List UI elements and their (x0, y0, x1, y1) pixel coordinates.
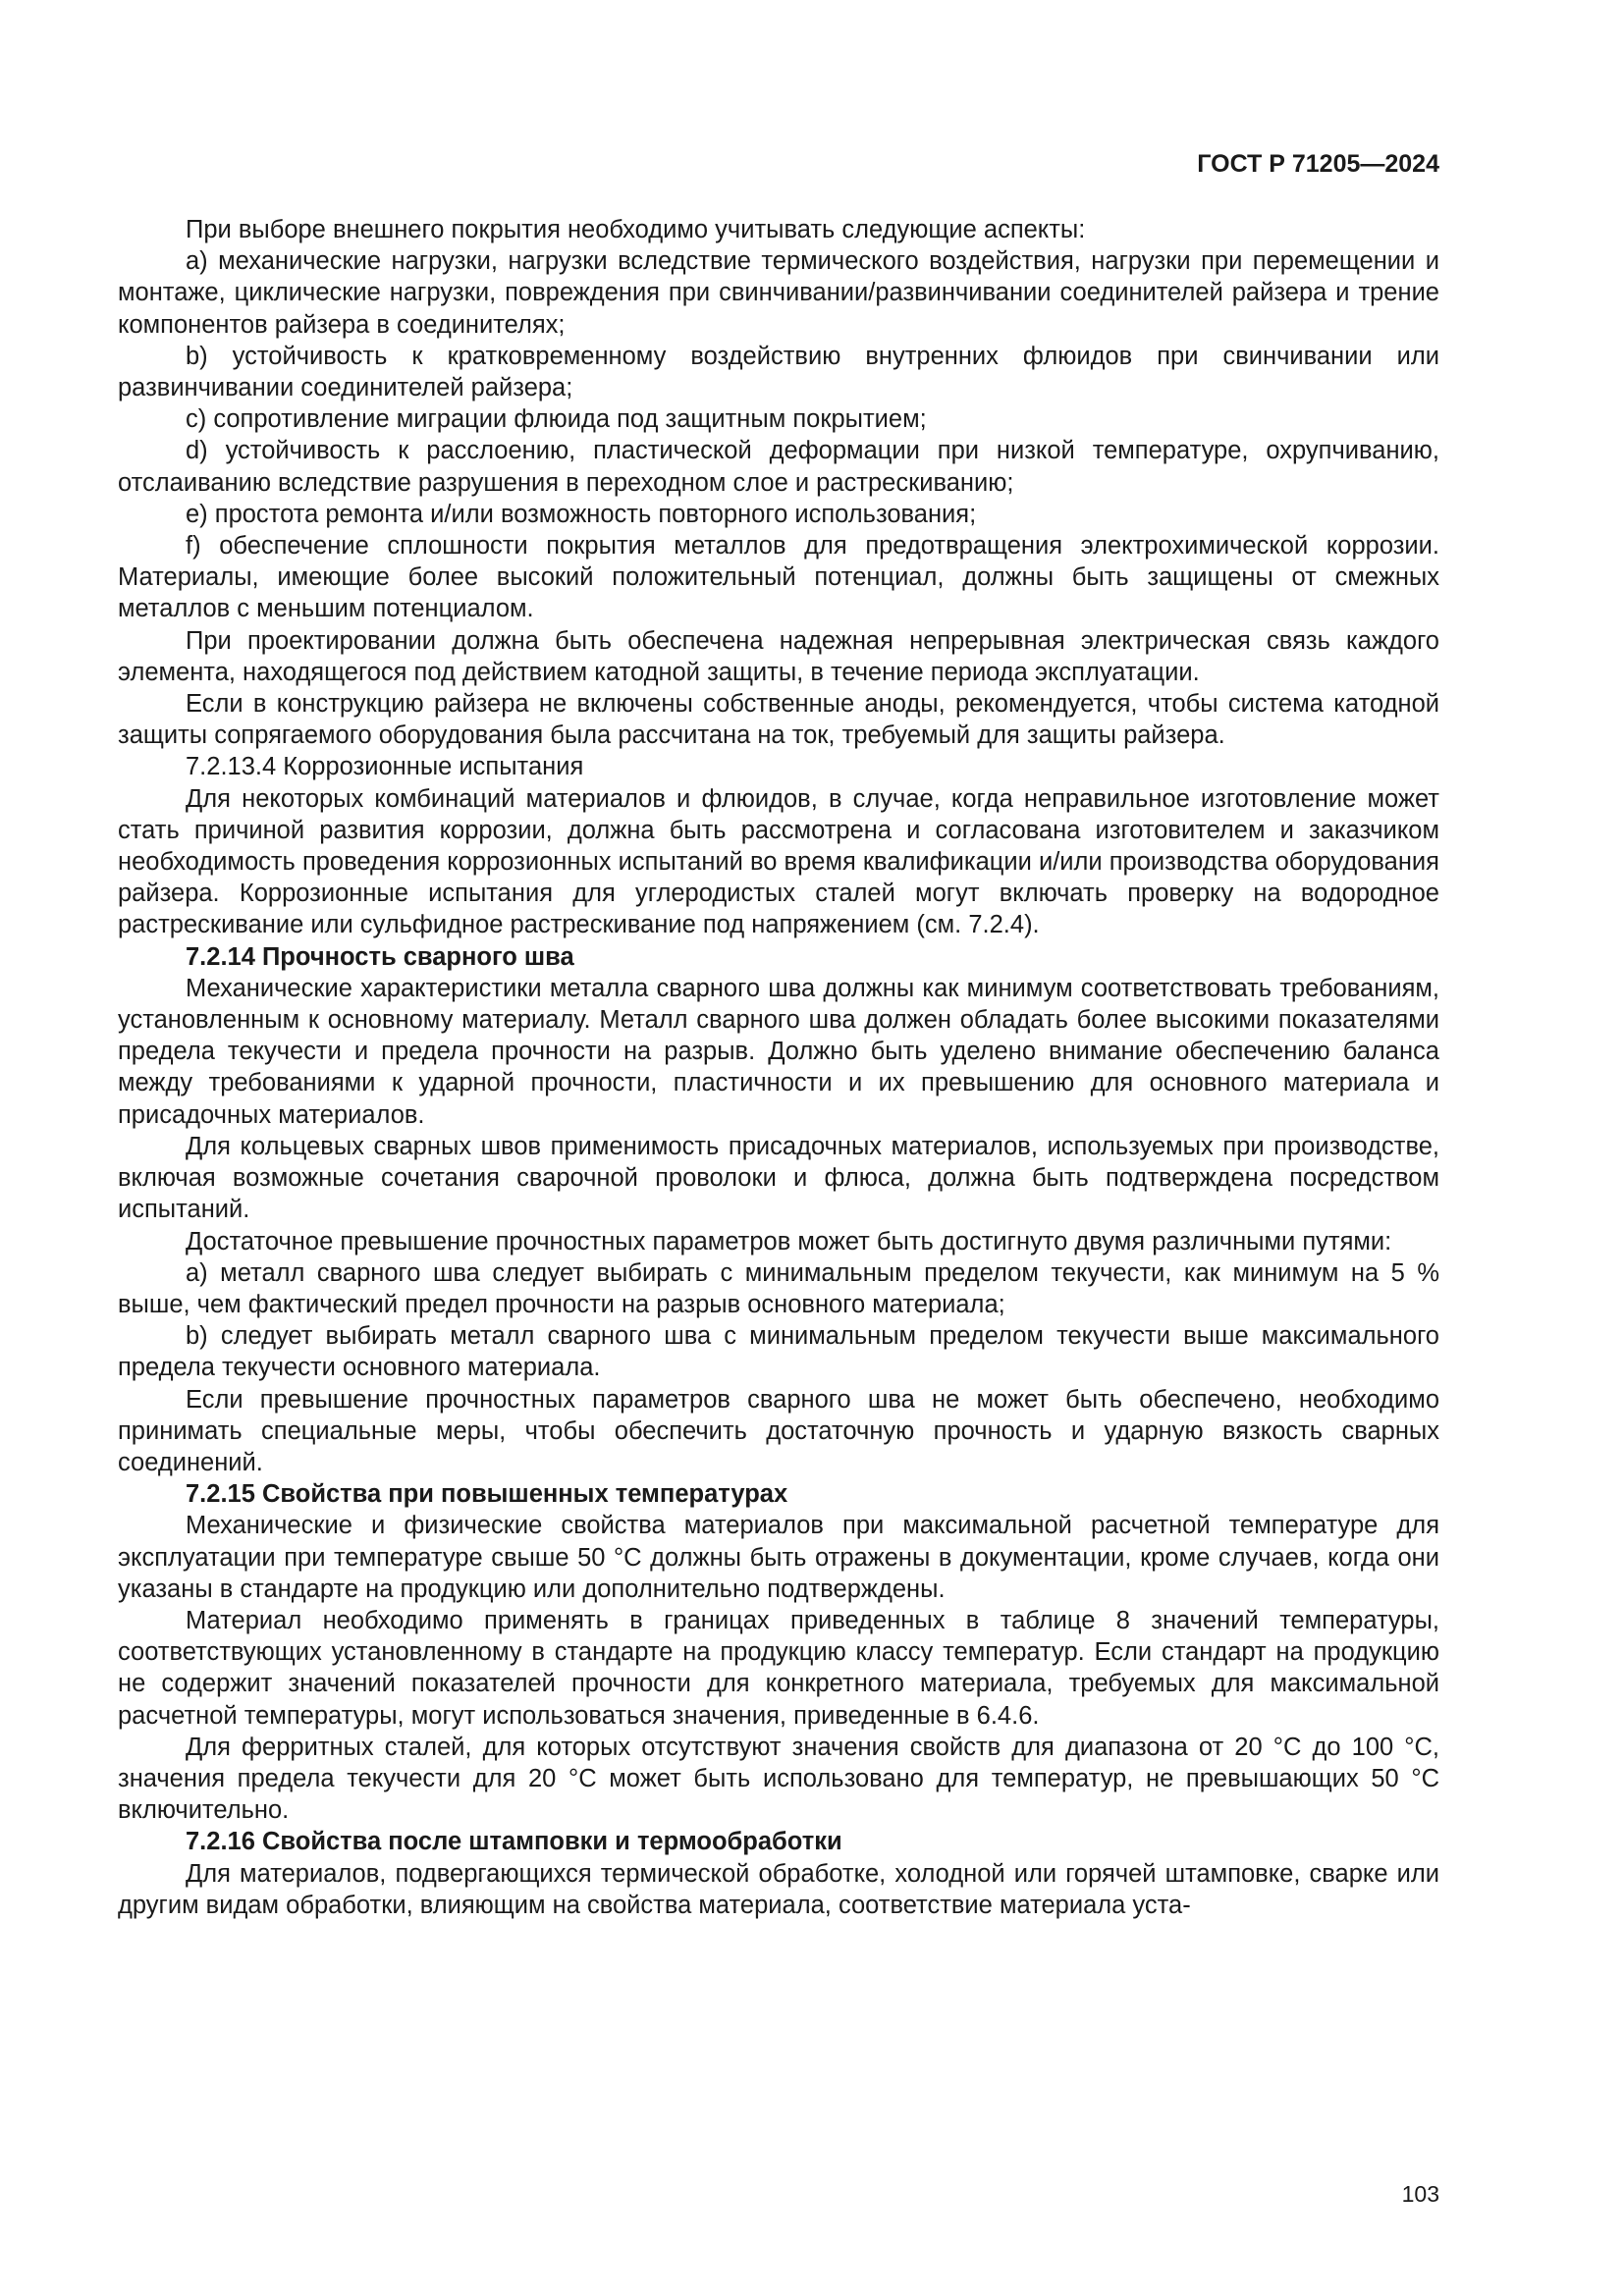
paragraph: При выборе внешнего покрытия необходимо учитывать следующие аспекты: (186, 216, 1086, 243)
paragraph: Если в конструкцию райзера не включены собственные аноды, рекомендуется, чтобы система катодной защиты сопрягаемого оборудования была рассчитана на ток, требуемый для защиты райзера. (118, 690, 1439, 750)
paragraph: f) обеспечение сплошности покрытия металлов для предотвращения электрохимической коррозии. Материалы, имеющие более высокий положительный потенциал, должны быть защищены от смежных металлов с меньшим потенциалом. (118, 532, 1439, 623)
section-heading: 7.2.16 Свойства после штамповки и термообработки (186, 1828, 842, 1856)
page-number: 103 (1401, 2181, 1439, 2207)
paragraph: b) устойчивость к кратковременному воздействию внутренних флюидов при свинчивании или развинчивании соединителей райзера; (118, 342, 1439, 402)
document-body (118, 214, 1439, 1921)
document-page (118, 147, 1439, 1921)
paragraph: b) следует выбирать металл сварного шва с минимальным пределом текучести выше максимального предела текучести основного материала. (118, 1322, 1439, 1382)
paragraph: 7.2.13.4 Коррозионные испытания (186, 753, 584, 781)
paragraph: Если превышение прочностных параметров сварного шва не может быть обеспечено, необходимо принимать специальные меры, чтобы обеспечить достаточную прочность и ударную вязкость сварных соединений. (118, 1385, 1439, 1476)
paragraph: При проектировании должна быть обеспечена надежная непрерывная электрическая связь каждого элемента, находящегося под действием катодной защиты, в течение периода эксплуатации. (118, 626, 1439, 686)
paragraph: a) металл сварного шва следует выбирать с минимальным пределом текучести, как минимум на 5 % выше, чем фактический предел прочности на разрыв основного материала; (118, 1258, 1439, 1318)
section-heading: 7.2.15 Свойства при повышенных температурах (186, 1480, 788, 1509)
paragraph: d) устойчивость к расслоению, пластической деформации при низкой температуре, охрупчиванию, отслаиванию вследствие разрушения в переходном слое и растрескиванию; (118, 437, 1439, 497)
paragraph: Достаточное превышение прочностных параметров может быть достигнуто двумя различными путями: (186, 1227, 1392, 1255)
paragraph: Для материалов, подвергающихся термической обработке, холодной или горячей штамповке, сварке или другим видам обработки, влияющим на свойства материала, соответствие материала уста- (118, 1859, 1439, 1919)
paragraph: e) простота ремонта и/или возможность повторного использования; (186, 500, 977, 528)
paragraph: c) сопротивление миграции флюида под защитным покрытием; (186, 405, 927, 434)
paragraph: Механические и физические свойства материалов при максимальной расчетной температуре для эксплуатации при температуре свыше 50 °С должны быть отражены в документации, кроме случаев, когда они указаны в стандарте на продукцию или дополнительно подтверждены. (118, 1512, 1439, 1603)
paragraph: Для некоторых комбинаций материалов и флюидов, в случае, когда неправильное изготовление может стать причиной развития коррозии, должна быть рассмотрена и согласована изготовителем и заказчиком необходимость проведения коррозионных испытаний во время квалификации и/или производства оборудования райзера. Коррозионные испытания для углеродистых сталей могут включать проверку на водородное растрескивание или сульфидное растрескивание под напряжением (см. 7.2.4). (118, 784, 1439, 939)
paragraph: a) механические нагрузки, нагрузки вследствие термического воздействия, нагрузки при перемещении и монтаже, циклические нагрузки, повреждения при свинчивании/развинчивании соединителей райзера и трение компонентов райзера в соединителях; (118, 247, 1439, 339)
section-heading: 7.2.14 Прочность сварного шва (186, 942, 574, 971)
document-id-header: ГОСТ Р 71205—2024 (1197, 150, 1439, 178)
paragraph: Для ферритных сталей, для которых отсутствуют значения свойств для диапазона от 20 °С до 100 °С, значения предела текучести для 20 °С может быть использовано для температур, не превышающих 50 °С включительно. (118, 1733, 1439, 1825)
paragraph: Материал необходимо применять в границах приведенных в таблице 8 значений температуры, соответствующих установленному в стандарте на продукцию классу температур. Если стандарт на продукцию не содержит значений показателей прочности для конкретного материала, требуемых для максимальной расчетной температуры, могут использоваться значения, приведенные в 6.4.6. (118, 1606, 1439, 1730)
paragraph: Механические характеристики металла сварного шва должны как минимум соответствовать требованиям, установленным к основному материалу. Металл сварного шва должен обладать более высокими показателями предела текучести и предела прочности на разрыв. Должно быть уделено внимание обеспечению баланса между требованиями к ударной прочности, пластичности и их превышению для основного материала и присадочных материалов. (118, 974, 1439, 1129)
paragraph: Для кольцевых сварных швов применимость присадочных материалов, используемых при производстве, включая возможные сочетания сварочной проволоки и флюса, должна быть подтверждена посредством испытаний. (118, 1132, 1439, 1224)
